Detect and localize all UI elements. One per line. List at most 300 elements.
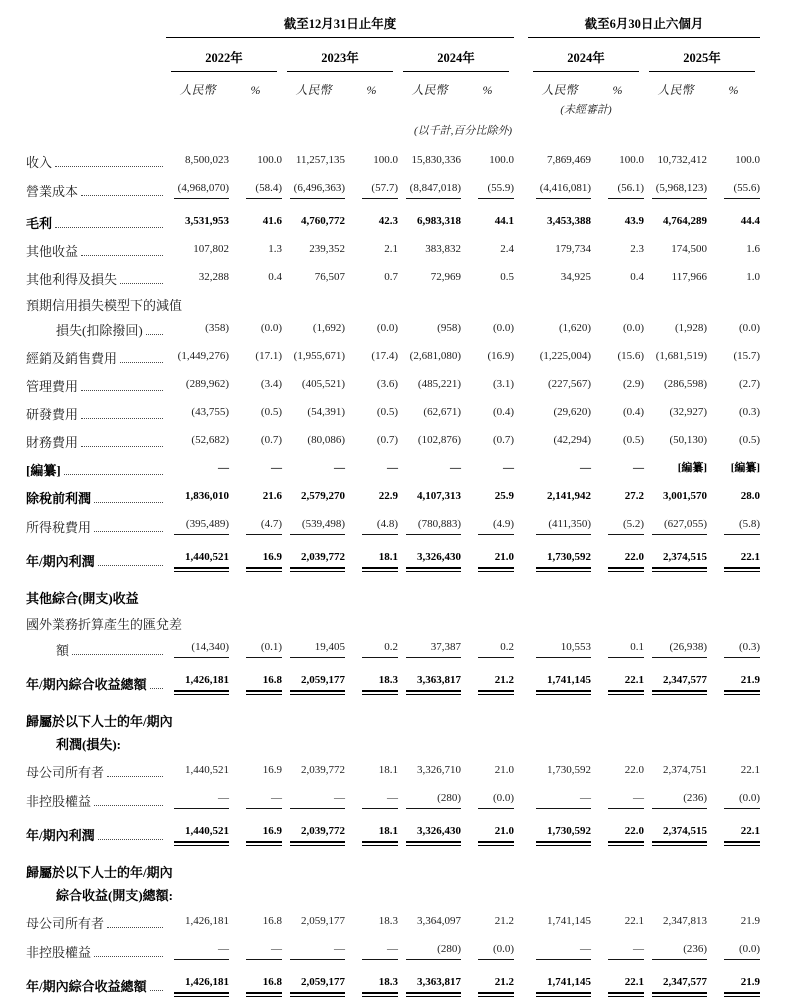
column-group-gap — [514, 231, 528, 259]
cell-value: (286,598) — [663, 378, 708, 390]
cell-value: — — [218, 462, 229, 474]
cell-value: (0.0) — [260, 322, 282, 334]
cell-value: 2,141,942 — [547, 490, 592, 502]
cell-value: 37,387 — [406, 640, 461, 658]
percent-column-header: % — [366, 83, 377, 97]
cell-value: — — [246, 942, 282, 960]
row-label: 研發費用 — [26, 407, 79, 422]
year-column-header: 2024年 — [533, 38, 639, 72]
dot-leader — [94, 502, 163, 503]
cell-value: (55.6) — [724, 181, 760, 199]
cell-value: (958) — [437, 322, 461, 334]
cell-value: 18.3 — [378, 915, 398, 927]
cell-value: (0.0) — [724, 942, 760, 960]
table-row — [26, 338, 760, 366]
cell-value: — — [174, 791, 229, 809]
cell-value: (0.0) — [478, 942, 514, 960]
cell-value: 100.0 — [619, 154, 645, 166]
cell-value: 19,405 — [290, 640, 345, 658]
cell-value: 18.3 — [362, 673, 398, 692]
row-label: 年/期內綜合收益總額 — [26, 979, 147, 994]
dot-leader — [81, 418, 163, 419]
table-row — [26, 535, 760, 569]
cell-value: (80,086) — [307, 434, 345, 446]
row-label: 除稅前利潤 — [26, 491, 92, 506]
section-header: 歸屬於以下人士的年/期內 — [26, 865, 173, 880]
cell-value: 2,374,751 — [663, 764, 708, 776]
column-group-gap — [514, 199, 528, 231]
cell-value: 21.2 — [478, 673, 514, 692]
cell-value: (2.9) — [622, 378, 645, 390]
cell-value: 100.0 — [257, 154, 282, 166]
cell-value: — — [387, 462, 398, 474]
cell-value: 3,364,097 — [417, 915, 461, 927]
cell-value: (0.0) — [738, 322, 761, 334]
dot-leader — [98, 565, 163, 566]
column-group-gap — [514, 259, 528, 287]
row-label: 額 — [56, 643, 70, 658]
cell-value: 15,830,336 — [411, 154, 461, 166]
cell-value: (29,620) — [553, 406, 592, 418]
cell-value: 21.2 — [494, 915, 515, 927]
cell-value: (0.7) — [260, 434, 282, 446]
year-column-header: 2024年 — [403, 38, 509, 72]
cell-value: 2,039,772 — [301, 764, 345, 776]
cell-value: (539,498) — [290, 517, 345, 535]
section-header: 綜合收益(開支)總額: — [56, 888, 173, 903]
income-statement-table — [26, 2, 760, 994]
currency-column-header: 人民幣 — [179, 83, 216, 97]
cell-value: (236) — [652, 942, 707, 960]
column-group-gap — [514, 313, 528, 338]
dot-leader — [107, 776, 163, 777]
cell-value: 34,925 — [560, 271, 592, 283]
year-column-header: 2023年 — [287, 38, 393, 72]
table-row — [26, 569, 760, 606]
table-row — [26, 138, 760, 170]
cell-value: 4,764,289 — [663, 215, 708, 227]
table-row — [26, 606, 760, 632]
cell-value: (16.9) — [487, 350, 515, 362]
cell-value: 22.1 — [740, 764, 761, 776]
dot-leader — [55, 166, 163, 167]
cell-value: 1,426,181 — [185, 915, 229, 927]
cell-value: 2,374,515 — [652, 824, 707, 843]
column-group-gap — [514, 450, 528, 478]
cell-value: 3,001,570 — [663, 490, 708, 502]
currency-column-header: 人民幣 — [541, 83, 578, 97]
dot-leader — [146, 334, 163, 335]
row-label: 其他利得及損失 — [26, 272, 118, 287]
cell-value: (227,567) — [547, 378, 592, 390]
cell-value: 44.1 — [494, 215, 515, 227]
cell-value: (0.5) — [738, 434, 761, 446]
dot-leader — [81, 195, 163, 196]
table-row — [26, 960, 760, 994]
cell-value: (8,847,018) — [406, 181, 461, 199]
table-row — [26, 478, 760, 506]
cell-value: 16.8 — [246, 673, 282, 692]
year-header-row — [26, 38, 760, 72]
table-row — [26, 752, 760, 780]
cell-value: 0.1 — [608, 640, 644, 658]
cell-value: 22.1 — [724, 824, 760, 843]
section-header: 其他綜合(開支)收益 — [26, 591, 139, 606]
column-group-gap — [514, 931, 528, 960]
table-row — [26, 809, 760, 843]
section-header: 歸屬於以下人士的年/期內 — [26, 714, 173, 729]
cell-value: 10,553 — [536, 640, 591, 658]
cell-value: 43.9 — [624, 215, 645, 227]
row-label: 經銷及銷售費用 — [26, 351, 118, 366]
dot-leader — [107, 927, 163, 928]
unaudited-note: (未經審計) — [560, 104, 612, 116]
table-row — [26, 394, 760, 422]
cell-value: 1,426,181 — [174, 975, 229, 994]
cell-value: 100.0 — [735, 154, 761, 166]
cell-value: 22.1 — [608, 975, 644, 994]
row-label: 損失(扣除撥回) — [56, 323, 143, 338]
cell-value: 7,869,469 — [547, 154, 592, 166]
dot-leader — [150, 688, 163, 689]
cell-value: 1,426,181 — [174, 673, 229, 692]
cell-value: 100.0 — [489, 154, 515, 166]
cell-value: (54,391) — [307, 406, 345, 418]
dot-leader — [72, 654, 163, 655]
row-label: 其他收益 — [26, 244, 79, 259]
dot-leader — [94, 956, 163, 957]
cell-value: (1,928) — [674, 322, 708, 334]
cell-value: (0.4) — [492, 406, 515, 418]
cell-value: 18.3 — [362, 975, 398, 994]
cell-value: 1.6 — [746, 243, 761, 255]
cell-value: 1,730,592 — [536, 550, 591, 569]
column-subheader-row — [26, 72, 760, 98]
cell-value: 0.2 — [478, 640, 514, 658]
cell-value: 76,507 — [314, 271, 345, 283]
cell-value: — — [633, 462, 645, 474]
cell-value: 3,326,430 — [406, 824, 461, 843]
cell-value: [編纂] — [730, 462, 761, 474]
column-group-gap — [514, 506, 528, 535]
cell-value: (58.4) — [246, 181, 282, 199]
cell-value: 28.0 — [740, 490, 761, 502]
cell-value: 2,347,577 — [652, 975, 707, 994]
cell-value: (0.1) — [246, 640, 282, 658]
cell-value: — — [271, 462, 282, 474]
table-row — [26, 880, 760, 903]
cell-value: — — [290, 942, 345, 960]
cell-value: 3,453,388 — [547, 215, 592, 227]
dot-leader — [55, 227, 163, 228]
currency-column-header: 人民幣 — [657, 83, 694, 97]
cell-value: 2.4 — [500, 243, 515, 255]
section-header: 利潤(損失): — [56, 737, 121, 752]
cell-value: 32,288 — [198, 271, 229, 283]
cell-value: (0.7) — [376, 434, 398, 446]
table-row — [26, 780, 760, 809]
table-row — [26, 313, 760, 338]
cell-value: 2,059,177 — [290, 975, 345, 994]
cell-value: (5,968,123) — [652, 181, 707, 199]
cell-value: (14,340) — [174, 640, 229, 658]
cell-value: (43,755) — [191, 406, 229, 418]
cell-value: (50,130) — [669, 434, 708, 446]
cell-value: — — [450, 462, 461, 474]
row-label: 年/期內綜合收益總額 — [26, 677, 147, 692]
table-row — [26, 450, 760, 478]
cell-value: 2,579,270 — [301, 490, 345, 502]
cell-value: (3.4) — [260, 378, 282, 390]
cell-value: 18.1 — [362, 824, 398, 843]
cell-value: 72,969 — [430, 271, 461, 283]
row-label-continued: 預期信用損失模型下的減值 — [26, 298, 183, 313]
percent-column-header: % — [728, 83, 739, 97]
cell-value: 0.4 — [268, 271, 282, 283]
cell-value: 21.0 — [478, 824, 514, 843]
cell-value: (1,225,004) — [539, 350, 592, 362]
column-group-gap — [514, 903, 528, 931]
table-row — [26, 692, 760, 729]
table-row — [26, 658, 760, 692]
cell-value: 22.9 — [378, 490, 398, 502]
column-group-gap — [514, 960, 528, 994]
cell-value: 1,741,145 — [547, 915, 592, 927]
dot-leader — [94, 531, 163, 532]
table-row — [26, 422, 760, 450]
table-row — [26, 231, 760, 259]
cell-value: 16.9 — [246, 824, 282, 843]
cell-value: (3.1) — [492, 378, 515, 390]
cell-value: 1.3 — [268, 243, 282, 255]
cell-value: 16.9 — [246, 550, 282, 569]
dot-leader — [120, 362, 163, 363]
cell-value: (1,955,671) — [293, 350, 345, 362]
cell-value: 44.4 — [740, 215, 761, 227]
cell-value: 0.5 — [500, 271, 515, 283]
cell-value: 1,741,145 — [536, 673, 591, 692]
cell-value: (289,962) — [185, 378, 229, 390]
cell-value: (17.1) — [255, 350, 282, 362]
units-note-row — [26, 117, 760, 138]
cell-value: 8,500,023 — [185, 154, 229, 166]
column-group-gap — [514, 366, 528, 394]
cell-value: (0.5) — [260, 406, 282, 418]
cell-value: — — [503, 462, 515, 474]
cell-value: (4,968,070) — [174, 181, 229, 199]
column-group-gap — [514, 338, 528, 366]
cell-value: 179,734 — [555, 243, 592, 255]
cell-value: 21.0 — [478, 550, 514, 569]
cell-value: 1,741,145 — [536, 975, 591, 994]
cell-value: 22.0 — [608, 824, 644, 843]
row-label: 母公司所有者 — [26, 765, 105, 780]
cell-value: 1,440,521 — [174, 550, 229, 569]
period-group-header-row — [26, 2, 760, 38]
table-row — [26, 259, 760, 287]
row-label-continued: 國外業務折算產生的匯兌差 — [26, 617, 183, 632]
cell-value: (42,294) — [553, 434, 592, 446]
dot-leader — [98, 839, 163, 840]
cell-value: — — [536, 791, 591, 809]
cell-value: (405,521) — [301, 378, 345, 390]
cell-value: (26,938) — [652, 640, 707, 658]
cell-value: 16.8 — [246, 975, 282, 994]
cell-value: (17.4) — [371, 350, 398, 362]
unaudited-row — [26, 98, 760, 117]
cell-value: (62,671) — [423, 406, 461, 418]
table-row — [26, 287, 760, 313]
dot-leader — [94, 805, 163, 806]
cell-value: (4.7) — [246, 517, 282, 535]
percent-column-header: % — [612, 83, 623, 97]
cell-value: 107,802 — [193, 243, 229, 255]
cell-value: 22.1 — [724, 550, 760, 569]
cell-value: (0.7) — [492, 434, 515, 446]
cell-value: (15.7) — [733, 350, 761, 362]
column-group-gap — [514, 422, 528, 450]
cell-value: — — [362, 791, 398, 809]
cell-value: (1,692) — [312, 322, 345, 334]
cell-value: (780,883) — [406, 517, 461, 535]
column-group-gap — [514, 809, 528, 843]
cell-value: [編纂] — [677, 462, 708, 474]
column-group-gap — [514, 394, 528, 422]
cell-value: 21.0 — [494, 764, 515, 776]
cell-value: (4,416,081) — [536, 181, 591, 199]
cell-value: 22.1 — [608, 673, 644, 692]
year-column-header: 2022年 — [171, 38, 277, 72]
cell-value: (3.6) — [376, 378, 398, 390]
table-row — [26, 632, 760, 658]
cell-value: 0.7 — [384, 271, 398, 283]
cell-value: 16.8 — [262, 915, 282, 927]
cell-value: 2,039,772 — [290, 824, 345, 843]
cell-value: (55.9) — [478, 181, 514, 199]
cell-value: 2.1 — [384, 243, 398, 255]
cell-value: 21.2 — [478, 975, 514, 994]
row-label: 財務費用 — [26, 435, 79, 450]
cell-value: — — [174, 942, 229, 960]
table-row — [26, 199, 760, 231]
table-row — [26, 843, 760, 880]
cell-value: (2,681,080) — [409, 350, 461, 362]
cell-value: (6,496,363) — [290, 181, 345, 199]
cell-value: (0.0) — [724, 791, 760, 809]
table-row — [26, 903, 760, 931]
table-row — [26, 366, 760, 394]
cell-value: 1.0 — [746, 271, 761, 283]
column-group-gap — [514, 478, 528, 506]
cell-value: 1,836,010 — [185, 490, 229, 502]
cell-value: 2,059,177 — [301, 915, 345, 927]
cell-value: (236) — [652, 791, 707, 809]
cell-value: (5.8) — [724, 517, 760, 535]
cell-value: 3,531,953 — [185, 215, 229, 227]
row-label: 所得稅費用 — [26, 520, 92, 535]
column-group-gap — [514, 38, 528, 72]
cell-value: — — [334, 462, 345, 474]
cell-value: 1,730,592 — [547, 764, 592, 776]
cell-value: (0.0) — [376, 322, 398, 334]
cell-value: — — [362, 942, 398, 960]
cell-value: (4.9) — [478, 517, 514, 535]
cell-value: 11,257,135 — [295, 154, 345, 166]
cell-value: 4,107,313 — [417, 490, 461, 502]
cell-value: 117,966 — [671, 271, 708, 283]
row-label: 非控股權益 — [26, 945, 92, 960]
cell-value: 18.1 — [362, 550, 398, 569]
column-group-gap — [514, 780, 528, 809]
cell-value: 42.3 — [378, 215, 398, 227]
cell-value: (57.7) — [362, 181, 398, 199]
cell-value: 0.4 — [630, 271, 645, 283]
cell-value: 0.2 — [362, 640, 398, 658]
cell-value: (0.5) — [622, 434, 645, 446]
cell-value: (485,221) — [417, 378, 461, 390]
row-label: 收入 — [26, 155, 53, 170]
cell-value: — — [290, 791, 345, 809]
cell-value: 2,347,577 — [652, 673, 707, 692]
cell-value: — — [608, 791, 644, 809]
cell-value: 239,352 — [309, 243, 345, 255]
cell-value: (1,620) — [558, 322, 592, 334]
row-label: 營業成本 — [26, 184, 79, 199]
cell-value: — — [608, 942, 644, 960]
cell-value: 16.9 — [262, 764, 282, 776]
cell-value: (102,876) — [417, 434, 461, 446]
cell-value: 3,326,710 — [417, 764, 461, 776]
row-label: 非控股權益 — [26, 794, 92, 809]
table-row — [26, 170, 760, 199]
cell-value: (0.0) — [622, 322, 645, 334]
cell-value: 383,832 — [425, 243, 461, 255]
cell-value: 21.9 — [724, 975, 760, 994]
period-interim-header: 截至6月30日止六個月 — [528, 2, 760, 38]
column-group-gap — [514, 752, 528, 780]
cell-value: (1,681,519) — [655, 350, 708, 362]
cell-value: (358) — [205, 322, 229, 334]
cell-value: (5.2) — [608, 517, 644, 535]
period-annual-header: 截至12月31日止年度 — [166, 2, 514, 38]
table-row — [26, 931, 760, 960]
column-group-gap — [514, 138, 528, 170]
cell-value: 174,500 — [671, 243, 708, 255]
column-group-gap — [514, 170, 528, 199]
cell-value: 6,983,318 — [417, 215, 461, 227]
column-group-gap — [514, 72, 528, 98]
cell-value: 4,760,772 — [301, 215, 345, 227]
column-group-gap — [514, 535, 528, 569]
cell-value: (32,927) — [669, 406, 708, 418]
cell-value: 22.0 — [608, 550, 644, 569]
dot-leader — [81, 446, 163, 447]
cell-value: 22.0 — [624, 764, 645, 776]
dot-leader — [150, 990, 163, 991]
row-label: 年/期內利潤 — [26, 828, 95, 843]
dot-leader — [81, 255, 163, 256]
cell-value: (1,449,276) — [177, 350, 229, 362]
units-note: (以千計,百分比除外) — [413, 125, 513, 137]
cell-value: 2,059,177 — [290, 673, 345, 692]
cell-value: 2.3 — [630, 243, 645, 255]
cell-value: 18.1 — [378, 764, 398, 776]
row-label: 管理費用 — [26, 379, 79, 394]
cell-value: (0.0) — [492, 322, 515, 334]
row-label: 母公司所有者 — [26, 916, 105, 931]
column-group-gap — [514, 632, 528, 658]
currency-column-header: 人民幣 — [295, 83, 332, 97]
